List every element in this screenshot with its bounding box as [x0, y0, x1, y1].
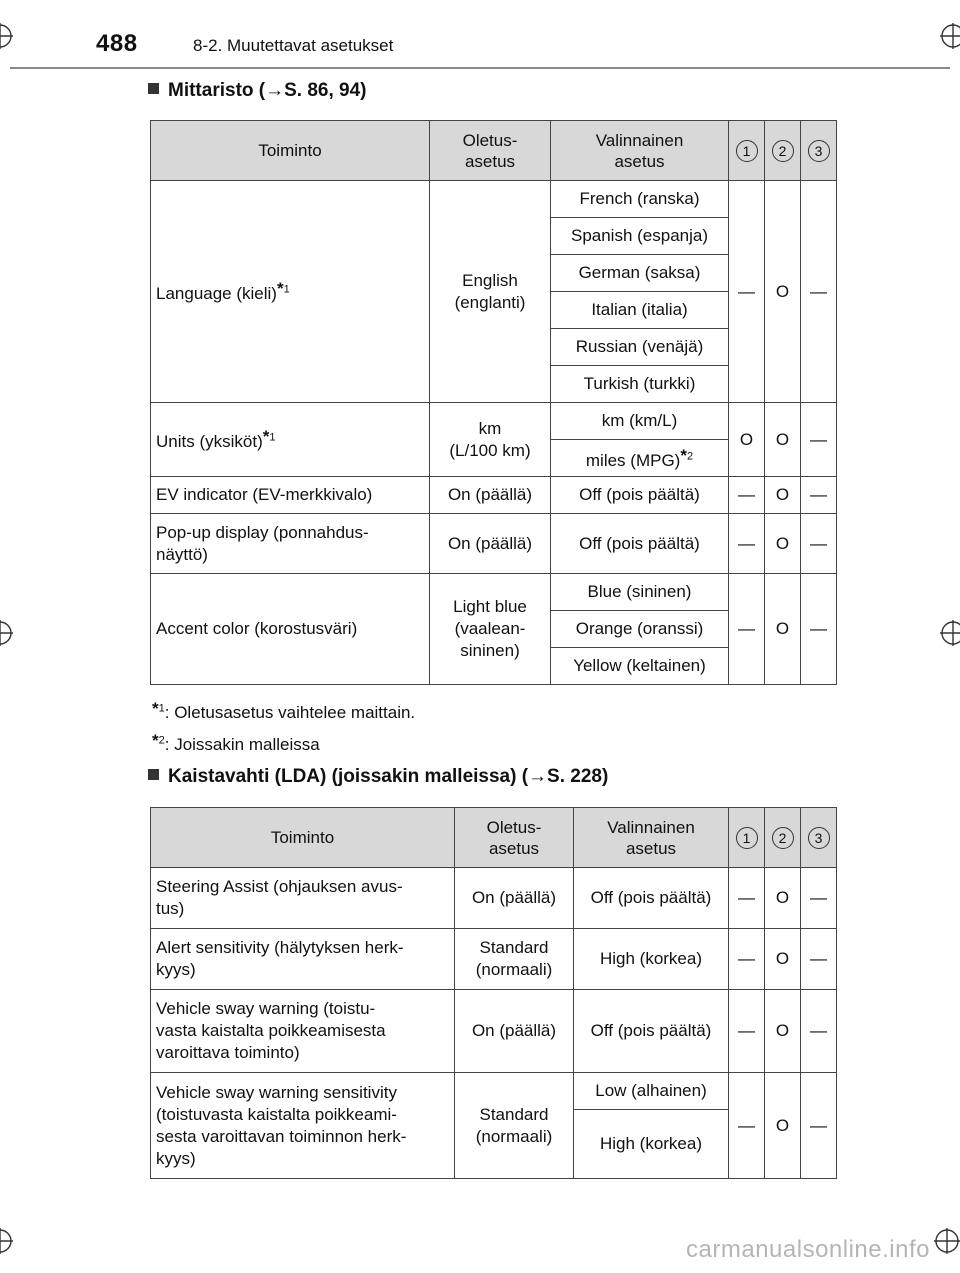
- cell-mark-3: —: [801, 1073, 837, 1179]
- cell-function: Language (kieli)*$^1$: [151, 181, 430, 403]
- cell-option: High (korkea): [574, 929, 729, 990]
- footnote-ref: 1: [269, 431, 276, 444]
- cell-function: Alert sensitivity (hälytyksen herk- kyys): [151, 929, 455, 990]
- cell-mark-2: O: [765, 403, 801, 477]
- cell-option: Low (alhainen): [574, 1073, 729, 1110]
- circled-number-icon: 2: [772, 827, 794, 849]
- cell-option: Off (pois päältä): [551, 477, 729, 514]
- col-header-function: Toiminto: [151, 808, 455, 868]
- header-divider: [10, 67, 950, 69]
- page-number: 488: [96, 30, 138, 57]
- table-header-row: [151, 808, 837, 868]
- asterisk-mark: *: [680, 445, 687, 465]
- cell-option: Orange (oranssi): [551, 611, 729, 648]
- cell-mark-1: O: [729, 403, 765, 477]
- cell-option: Yellow (keltainen): [551, 648, 729, 685]
- section-label: 8-2. Muutettavat asetukset: [193, 36, 394, 55]
- cell-function: Units (yksiköt)*$^1$: [151, 403, 430, 477]
- cell-option: Russian (venäjä): [551, 329, 729, 366]
- cell-option: Spanish (espanja): [551, 218, 729, 255]
- square-bullet-icon: [148, 83, 159, 94]
- cell-mark-3: —: [801, 929, 837, 990]
- cell-option: French (ranska): [551, 181, 729, 218]
- crop-mark-bottom-right: [934, 1228, 960, 1254]
- cell-default: Standard (normaali): [455, 929, 574, 990]
- col-header-1: [729, 808, 765, 868]
- settings-table-lda: [150, 807, 837, 1179]
- cell-mark-1: —: [729, 1073, 765, 1179]
- col-header-2: [765, 121, 801, 181]
- cell-default: On (päällä): [430, 514, 551, 574]
- col-header-function: Toiminto: [151, 121, 430, 181]
- table-row: [151, 574, 837, 611]
- cell-option: miles (MPG)*$^2$: [551, 440, 729, 477]
- section-heading-kaistavahti: [148, 766, 608, 788]
- footnote-2: *$^2$: Joissakin malleissa: [152, 731, 320, 754]
- table-row: [151, 403, 837, 440]
- cell-mark-1: —: [729, 181, 765, 403]
- cell-function: Vehicle sway warning (toistu- vasta kaistalta poikkeamisesta varoittava toiminto): [151, 990, 455, 1073]
- section-title: Mittaristo (→S. 86, 94): [168, 80, 367, 101]
- cell-mark-3: —: [801, 868, 837, 929]
- cell-mark-2: O: [765, 1073, 801, 1179]
- circled-number-icon: 1: [736, 827, 758, 849]
- crop-mark-top-right: [940, 23, 960, 49]
- footnote-ref: 2: [686, 449, 694, 462]
- cell-default: Light blue (vaalean- sininen): [430, 574, 551, 685]
- cell-mark-1: —: [729, 868, 765, 929]
- footnote-ref: 1: [283, 283, 290, 296]
- cell-option: German (saksa): [551, 255, 729, 292]
- cell-option: Off (pois päältä): [574, 868, 729, 929]
- table-row: [151, 1073, 837, 1110]
- col-header-optional: Valinnainen asetus: [574, 808, 729, 868]
- table-row: [151, 181, 837, 218]
- col-header-default: Oletus- asetus: [455, 808, 574, 868]
- cell-mark-3: —: [801, 181, 837, 403]
- cell-default: On (päällä): [430, 477, 551, 514]
- crop-mark-top-left: [0, 23, 13, 49]
- asterisk-mark: *: [276, 279, 284, 298]
- cell-mark-2: O: [765, 868, 801, 929]
- watermark: carmanualsonline.info: [686, 1236, 930, 1263]
- cell-mark-1: —: [729, 477, 765, 514]
- circled-number-icon: 3: [808, 140, 830, 162]
- table-row: [151, 868, 837, 929]
- crop-mark-mid-right: [940, 620, 960, 646]
- cell-option: Off (pois päältä): [551, 514, 729, 574]
- cell-mark-3: —: [801, 477, 837, 514]
- col-header-2: [765, 808, 801, 868]
- cell-mark-2: O: [765, 990, 801, 1073]
- asterisk-mark: *: [262, 427, 270, 446]
- col-header-default: Oletus- asetus: [430, 121, 551, 181]
- settings-table-mittaristo: [150, 120, 837, 685]
- cell-mark-3: —: [801, 514, 837, 574]
- cell-mark-2: O: [765, 181, 801, 403]
- cell-mark-1: —: [729, 574, 765, 685]
- table-header-row: [151, 121, 837, 181]
- crop-mark-bottom-left: [0, 1228, 13, 1254]
- cell-function: Accent color (korostusväri): [151, 574, 430, 685]
- col-header-1: [729, 121, 765, 181]
- col-header-3: [801, 121, 837, 181]
- circled-number-icon: 1: [736, 140, 758, 162]
- cell-function: Vehicle sway warning sensitivity (toistuvasta kaistalta poikkeami- sesta varoittavan toiminnon herk- kyys): [151, 1073, 455, 1179]
- cell-mark-1: —: [729, 929, 765, 990]
- section-title: Kaistavahti (LDA) (joissakin malleissa) (→S. 228): [168, 766, 609, 787]
- cell-default: On (päällä): [455, 868, 574, 929]
- square-bullet-icon: [148, 769, 159, 780]
- footnote-1: *$^1$: Oletusasetus vaihtelee maittain.: [152, 699, 416, 722]
- circled-number-icon: 3: [808, 827, 830, 849]
- cell-function: Steering Assist (ohjauksen avus- tus): [151, 868, 455, 929]
- table-row: [151, 477, 837, 514]
- cell-option: Blue (sininen): [551, 574, 729, 611]
- cell-default: km (L/100 km): [430, 403, 551, 477]
- circled-number-icon: 2: [772, 140, 794, 162]
- cell-function: EV indicator (EV-merkkivalo): [151, 477, 430, 514]
- section-heading-mittaristo: [148, 80, 367, 102]
- cell-mark-2: O: [765, 574, 801, 685]
- cell-default: Standard (normaali): [455, 1073, 574, 1179]
- col-header-3: [801, 808, 837, 868]
- table-row: [151, 929, 837, 990]
- cell-option: Italian (italia): [551, 292, 729, 329]
- cell-mark-1: —: [729, 514, 765, 574]
- cell-mark-1: —: [729, 990, 765, 1073]
- cell-default: On (päällä): [455, 990, 574, 1073]
- cell-option: High (korkea): [574, 1110, 729, 1179]
- cell-option: Off (pois päältä): [574, 990, 729, 1073]
- cell-mark-2: O: [765, 929, 801, 990]
- col-header-optional: Valinnainen asetus: [551, 121, 729, 181]
- cell-mark-3: —: [801, 403, 837, 477]
- table-row: [151, 990, 837, 1073]
- cell-mark-3: —: [801, 990, 837, 1073]
- cell-option: km (km/L): [551, 403, 729, 440]
- crop-mark-mid-left: [0, 620, 13, 646]
- cell-mark-3: —: [801, 574, 837, 685]
- cell-default: English (englanti): [430, 181, 551, 403]
- cell-function: Pop-up display (ponnahdus- näyttö): [151, 514, 430, 574]
- cell-option: Turkish (turkki): [551, 366, 729, 403]
- cell-mark-2: O: [765, 477, 801, 514]
- cell-mark-2: O: [765, 514, 801, 574]
- table-row: [151, 514, 837, 574]
